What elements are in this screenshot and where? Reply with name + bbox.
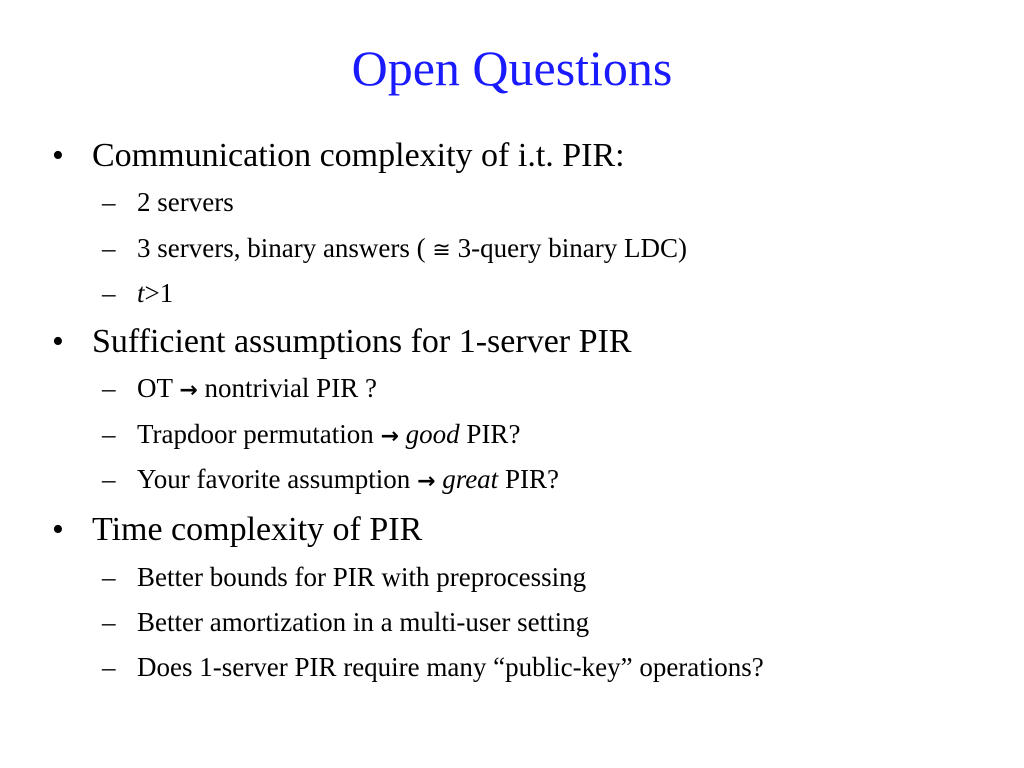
subitem-text-post: PIR?: [498, 464, 559, 494]
dash-marker: –: [102, 652, 116, 682]
subitem-emphasis: great: [442, 464, 499, 494]
approx-equal-symbol: ≅: [432, 238, 451, 263]
right-arrow-icon: →: [179, 378, 198, 403]
subitem-text: Does 1-server PIR require many “public-key” operations?: [137, 652, 764, 682]
subitem-text: [137, 232, 687, 267]
dash-marker: –: [102, 233, 116, 263]
right-arrow-icon: →: [417, 469, 436, 494]
subitem-text-pre: Your favorite assumption: [137, 464, 417, 494]
bullet-marker: •: [52, 511, 64, 548]
bullet-text: Communication complexity of i.t. PIR:: [92, 137, 625, 174]
bullet-marker: •: [52, 323, 64, 360]
variable-t: t: [137, 278, 145, 308]
subitem-text: [137, 277, 173, 309]
slide-title: Open Questions: [351, 40, 673, 96]
dash-marker: –: [102, 373, 116, 403]
subitem-emphasis: good: [405, 419, 460, 449]
subitem-text-post: >1: [144, 278, 174, 308]
subitem-text-pre: Trapdoor permutation: [137, 419, 381, 449]
right-arrow-icon: →: [380, 424, 399, 449]
subitem-text: [137, 372, 377, 407]
dash-marker: –: [102, 464, 116, 494]
dash-marker: –: [102, 607, 116, 637]
dash-marker: –: [102, 419, 116, 449]
subitem-text-post: PIR?: [459, 419, 521, 449]
dash-marker: –: [102, 562, 116, 592]
subitem-text: Better bounds for PIR with preprocessing: [137, 562, 587, 592]
subitem-text-post: nontrivial PIR ?: [197, 373, 377, 403]
dash-marker: –: [102, 278, 116, 308]
subitem-text: [137, 463, 559, 498]
subitem-text: [137, 418, 520, 453]
subitem-text-pre: OT: [137, 373, 180, 403]
subitem-text-pre: 3 servers, binary answers (: [137, 233, 433, 263]
subitem-text: Better amortization in a multi-user setting: [137, 607, 590, 637]
bullet-marker: •: [52, 137, 64, 174]
bullet-text: Sufficient assumptions for 1-server PIR: [92, 323, 632, 360]
subitem-text-post: 3-query binary LDC): [450, 233, 688, 263]
bullet-text: Time complexity of PIR: [92, 511, 423, 548]
dash-marker: –: [102, 187, 116, 217]
subitem-text: 2 servers: [137, 187, 234, 217]
